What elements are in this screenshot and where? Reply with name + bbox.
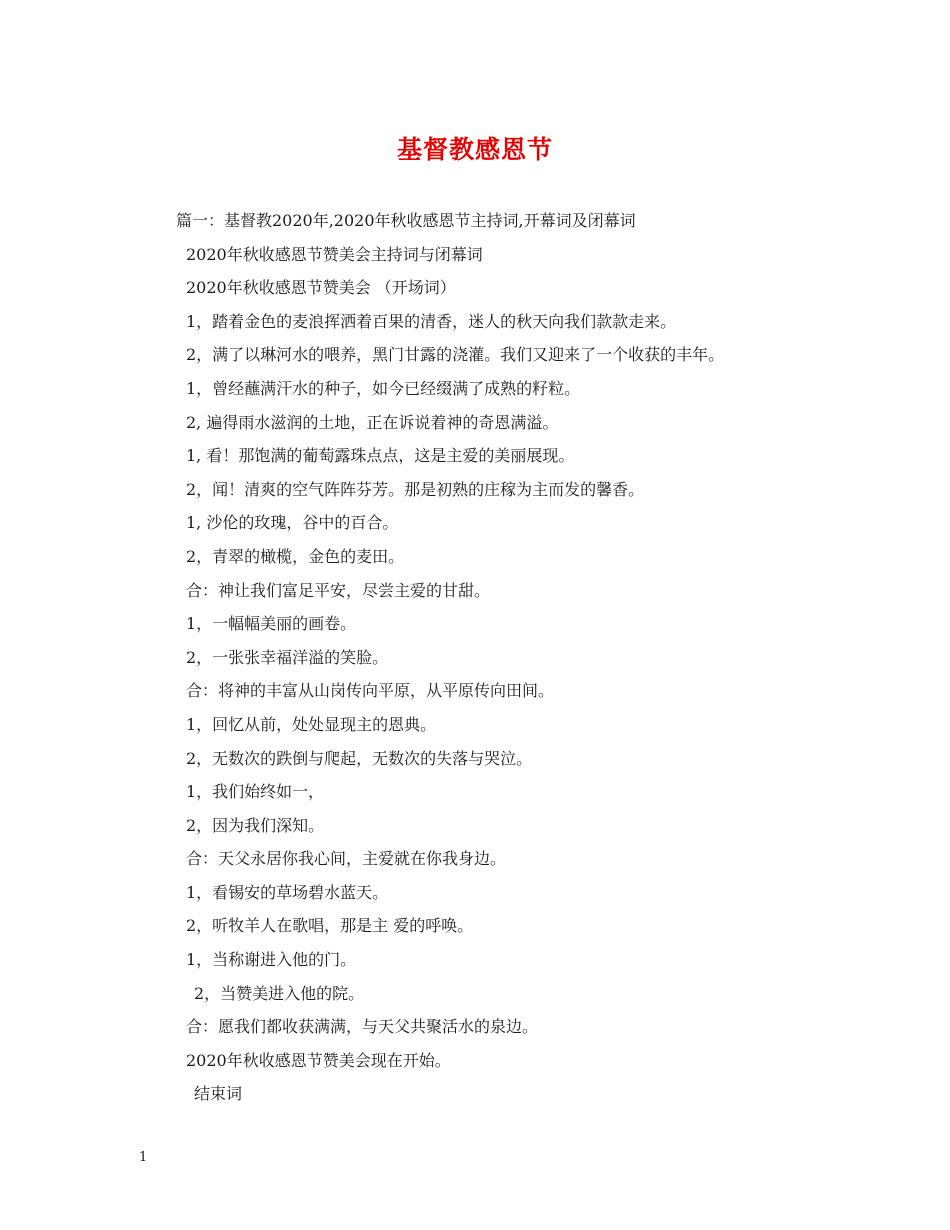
text-line: 1，看锡安的草场碧水蓝天。 [186,882,389,902]
text-line: 2，因为我们深知。 [186,815,325,835]
text-line: 2020年秋收感恩节赞美会现在开始。 [186,1050,451,1070]
text-line: 1，回忆从前，处处显现主的恩典。 [186,714,437,734]
text-line: 合：神让我们富足平安，尽尝主爱的甘甜。 [186,580,491,600]
page-number: 1 [139,1150,148,1165]
text-line: 2020年秋收感恩节赞美会 （开场词） [186,278,456,298]
text-line: 2，无数次的跌倒与爬起，无数次的失落与哭泣。 [186,748,533,768]
text-line: 1，曾经蘸满汗水的种子，如今已经缀满了成熟的籽粒。 [186,378,581,398]
text-line: 篇一：基督教2020年,2020年秋收感恩节主持词,开幕词及闭幕词 [176,211,636,230]
text-line: 1，我们始终如一， [186,782,325,802]
text-line: 2，满了以琳河水的喂养，黑门甘露的浇灌。我们又迎来了一个收获的丰年。 [186,345,725,365]
text-line: 1，当称谢进入他的门。 [186,950,357,970]
text-line: 2，当赞美进入他的院。 [194,983,365,1003]
text-line: 2, 遍得雨水滋润的土地，正在诉说着神的奇恩满溢。 [186,412,559,432]
text-line: 1, 沙伦的玫瑰，谷中的百合。 [186,513,399,533]
text-line: 合：将神的丰富从山岗传向平原，从平原传向田间。 [186,681,555,701]
text-line: 1，踏着金色的麦浪挥洒着百果的清香，迷人的秋天向我们款款走来。 [186,311,677,331]
text-line: 1, 看！那饱满的葡萄露珠点点，这是主爱的美丽展现。 [186,446,575,466]
text-line: 2，听牧羊人在歌唱，那是主 爱的呼唤。 [186,916,474,936]
text-line: 1，一幅幅美丽的画卷。 [186,614,357,634]
text-line: 2，一张张幸福洋溢的笑脸。 [186,647,389,667]
text-line: 2，青翠的橄榄，金色的麦田。 [186,546,405,566]
text-line: 合：天父永居你我心间，主爱就在你我身边。 [186,849,507,869]
document-title: 基督教感恩节 [396,135,553,164]
text-line: 合：愿我们都收获满满，与天父共聚活水的泉边。 [186,1017,539,1037]
document-body [0,204,950,1111]
text-line: 2020年秋收感恩节赞美会主持词与闭幕词 [186,244,483,264]
text-line: 结束词 [194,1084,243,1104]
text-line: 2，闻！清爽的空气阵阵芬芳。那是初熟的庄稼为主而发的馨香。 [186,479,645,499]
